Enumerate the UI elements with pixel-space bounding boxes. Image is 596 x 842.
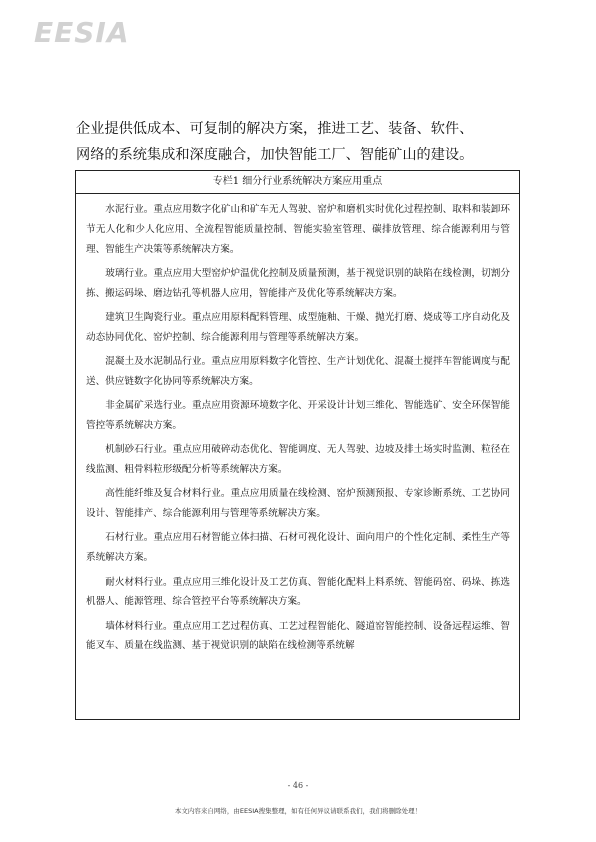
paragraph-refractory: 耐火材料行业。重点应用三维化设计及工艺仿真、智能化配料上料系统、智能码窑、码垛、拣选机器人、能源管理、综合管控平台等系统解决方案。	[86, 576, 510, 608]
paragraph-fiber-composite: 高性能纤维及复合材料行业。重点应用质量在线检测、窑炉预测预报、专家诊断系统、工艺协同设计、智能排产、综合能源利用与管理等系统解决方案。	[86, 488, 510, 520]
paragraph-nonmetal-mining: 非金属矿采选行业。重点应用资源环境数字化、开采设计计划三维化、智能选矿、安全环保智能管控等系统解决方案。	[86, 400, 510, 431]
column-box	[75, 170, 520, 720]
paragraph-ceramics: 建筑卫生陶瓷行业。重点应用原料配料管理、成型施釉、干燥、抛光打磨、烧成等工序自动化及动态协同优化、窑炉控制、综合能源利用与管理等系统解决方案。	[86, 311, 510, 343]
intro-paragraph	[76, 116, 526, 168]
intro-line-2: 网络的系统集成和深度融合，加快智能工厂、智能矿山的建设。	[76, 147, 474, 163]
column-box-title: 专栏1 细分行业系统解决方案应用重点	[76, 171, 519, 194]
footer-disclaimer: 本文内容来自网络，由EESIA搜集整理，如有任何异议请联系我们，我们将删除处理！	[174, 807, 422, 815]
paragraph-glass: 玻璃行业。重点应用大型窑炉炉温优化控制及质量预测，基于视觉识别的缺陷在线检测，切割分拣、搬运码垛、磨边钻孔等机器人应用，智能排产及优化等系统解决方案。	[86, 267, 510, 299]
eesia-logo: EESIA	[34, 16, 130, 49]
paragraph-concrete: 混凝土及水泥制品行业。重点应用原料数字化管控、生产计划优化、混凝土搅拌车智能调度与配送、供应链数字化协同等系统解决方案。	[86, 356, 510, 387]
paragraph-stone: 石材行业。重点应用石材智能立体扫描、石材可视化设计、面向用户的个性化定制、柔性生产等系统解决方案。	[86, 532, 510, 564]
column-box-body	[76, 194, 519, 656]
paragraph-cement: 水泥行业。重点应用数字化矿山和矿车无人驾驶、窑炉和磨机实时优化过程控制、取料和装卸环节无人化和少人化应用、全流程智能质量控制、智能实验室管理、碳排放管理、综合能源利用与管理、智能生产决策等系统解决方案。	[86, 204, 510, 255]
page-number: - 46 -	[287, 781, 309, 790]
intro-line-1: 企业提供低成本、可复制的解决方案，推进工艺、装备、软件、	[76, 121, 474, 137]
paragraph-sand-gravel: 机制砂石行业。重点应用破碎动态优化、智能调度、无人驾驶、边坡及排土场实时监测、粒径在线监测、粗骨料粒形级配分析等系统解决方案。	[86, 444, 510, 476]
paragraph-wall-materials: 墙体材料行业。重点应用工艺过程仿真、工艺过程智能化、隧道窑智能控制、设备远程运维、智能叉车、质量在线监测、基于视觉识别的缺陷在线检测等系统解	[86, 620, 510, 652]
